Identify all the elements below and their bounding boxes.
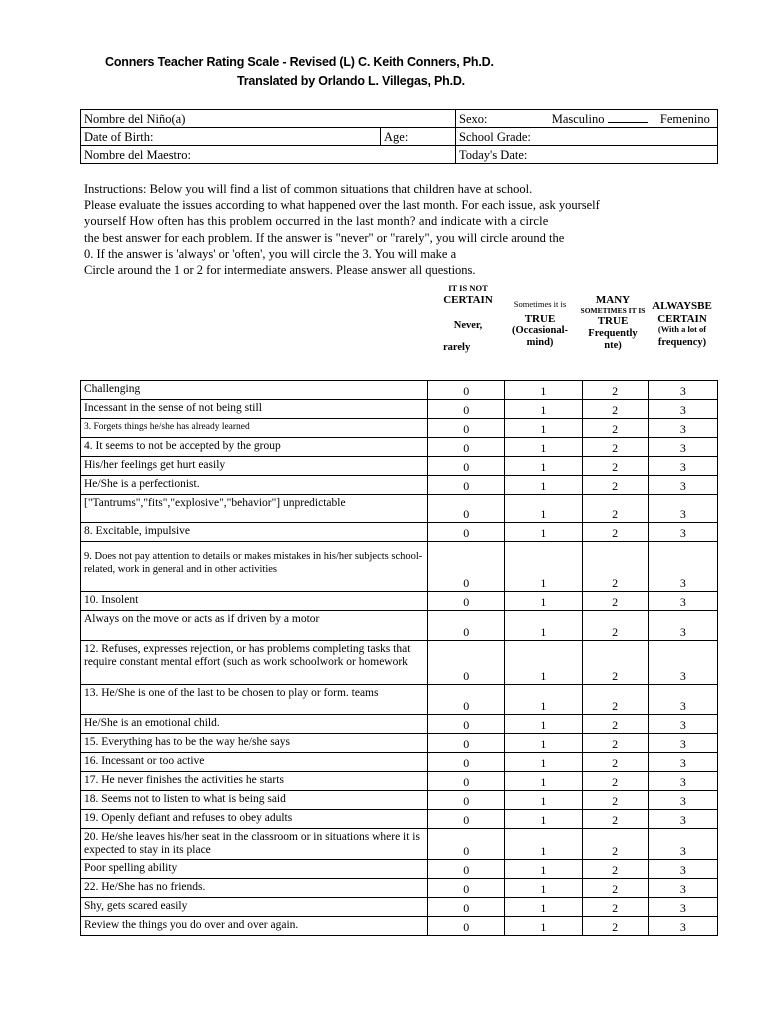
col2-line-d: Frequently	[588, 327, 638, 339]
score-option-1[interactable]: 1	[505, 592, 582, 611]
item-text: 16. Incessant or too active	[81, 753, 428, 772]
score-option-2[interactable]: 2	[582, 810, 648, 829]
score-option-1[interactable]: 1	[505, 641, 582, 685]
item-text: 19. Openly defiant and refuses to obey adults	[81, 810, 428, 829]
item-text: 9. Does not pay attention to details or makes mistakes in his/her subjects school-related, work in general and in other activities	[81, 542, 428, 592]
score-option-1[interactable]: 1	[505, 829, 582, 860]
score-option-1[interactable]: 1	[505, 791, 582, 810]
score-option-1[interactable]: 1	[505, 542, 582, 592]
score-option-0[interactable]: 0	[428, 419, 505, 438]
score-option-2[interactable]: 2	[582, 476, 648, 495]
score-option-0[interactable]: 0	[428, 810, 505, 829]
score-option-1[interactable]: 1	[505, 495, 582, 523]
item-row	[81, 829, 718, 860]
score-option-3[interactable]: 3	[648, 917, 717, 936]
item-text: 22. He/She has no friends.	[81, 879, 428, 898]
score-option-0[interactable]: 0	[428, 438, 505, 457]
score-option-1[interactable]: 1	[505, 611, 582, 641]
score-option-2[interactable]: 2	[582, 715, 648, 734]
score-option-2[interactable]: 2	[582, 611, 648, 641]
rating-items-table	[80, 380, 718, 936]
score-option-0[interactable]: 0	[428, 641, 505, 685]
item-text: 17. He never finishes the activities he starts	[81, 772, 428, 791]
score-option-0[interactable]: 0	[428, 829, 505, 860]
score-option-0[interactable]: 0	[428, 685, 505, 715]
instruction-line: Please evaluate the issues according to what happened over the last month. For each issue, ask yourself	[84, 198, 600, 213]
teacher-label: Nombre del Maestro:	[84, 148, 191, 162]
score-option-1[interactable]: 1	[505, 810, 582, 829]
col0-line-d: rarely	[443, 342, 471, 354]
score-option-0[interactable]: 0	[428, 715, 505, 734]
score-option-2[interactable]: 2	[582, 542, 648, 592]
score-option-2[interactable]: 2	[582, 381, 648, 400]
item-row	[81, 495, 718, 523]
score-option-0[interactable]: 0	[428, 860, 505, 879]
item-row	[81, 715, 718, 734]
score-option-3[interactable]: 3	[648, 611, 717, 641]
score-option-0[interactable]: 0	[428, 879, 505, 898]
score-option-1[interactable]: 1	[505, 523, 582, 542]
score-option-2[interactable]: 2	[582, 879, 648, 898]
score-option-0[interactable]: 0	[428, 917, 505, 936]
child-name-field[interactable]	[81, 110, 456, 128]
item-text: Always on the move or acts as if driven by a motor	[81, 611, 428, 641]
form-subtitle: Translated by Orlando L. Villegas, Ph.D.	[237, 74, 465, 88]
grade-label: School Grade:	[459, 130, 531, 144]
item-row	[81, 438, 718, 457]
score-option-2[interactable]: 2	[582, 791, 648, 810]
date-field[interactable]	[456, 146, 718, 164]
score-option-2[interactable]: 2	[582, 734, 648, 753]
item-text: Incessant in the sense of not being still	[81, 400, 428, 419]
item-row	[81, 641, 718, 685]
col0-line-a: IT IS NOT	[448, 283, 488, 293]
column-header-1	[506, 300, 574, 350]
item-row	[81, 791, 718, 810]
score-option-0[interactable]: 0	[428, 734, 505, 753]
instruction-line: yourself How often has this problem occurred in the last month? and indicate with a circle	[84, 214, 549, 229]
score-option-3[interactable]: 3	[648, 791, 717, 810]
score-option-3[interactable]: 3	[648, 810, 717, 829]
form-title: Conners Teacher Rating Scale - Revised (L) C. Keith Conners, Ph.D.	[105, 55, 494, 69]
score-option-1[interactable]: 1	[505, 753, 582, 772]
sex-blank-line	[608, 111, 648, 123]
col3-line-d: frequency)	[657, 337, 707, 349]
col0-line-b: CERTAIN	[443, 293, 493, 306]
instruction-line: 0. If the answer is 'always' or 'often', you will circle the 3. You will make a	[84, 246, 457, 261]
dob-field[interactable]	[81, 128, 381, 146]
score-option-2[interactable]: 2	[582, 438, 648, 457]
score-option-1[interactable]: 1	[505, 860, 582, 879]
item-row	[81, 879, 718, 898]
score-option-1[interactable]: 1	[505, 381, 582, 400]
item-row	[81, 734, 718, 753]
sex-field[interactable]	[456, 110, 718, 128]
item-text: 15. Everything has to be the way he/she says	[81, 734, 428, 753]
score-option-2[interactable]: 2	[582, 898, 648, 917]
item-text: He/She is an emotional child.	[81, 715, 428, 734]
score-option-1[interactable]: 1	[505, 419, 582, 438]
column-header-0	[430, 284, 506, 355]
score-option-0[interactable]: 0	[428, 611, 505, 641]
item-row	[81, 611, 718, 641]
score-option-1[interactable]: 1	[505, 715, 582, 734]
score-option-0[interactable]: 0	[428, 791, 505, 810]
score-option-3[interactable]: 3	[648, 495, 717, 523]
score-option-2[interactable]: 2	[582, 829, 648, 860]
score-option-2[interactable]: 2	[582, 685, 648, 715]
item-row	[81, 476, 718, 495]
item-row	[81, 810, 718, 829]
score-option-3[interactable]: 3	[648, 419, 717, 438]
score-option-2[interactable]: 2	[582, 400, 648, 419]
score-option-1[interactable]: 1	[505, 898, 582, 917]
male-option[interactable]: Masculino	[551, 112, 605, 126]
item-text: His/her feelings get hurt easily	[81, 457, 428, 476]
item-row	[81, 917, 718, 936]
score-option-2[interactable]: 2	[582, 523, 648, 542]
item-row	[81, 898, 718, 917]
sex-label: Sexo:	[459, 112, 488, 126]
score-option-3[interactable]: 3	[648, 400, 717, 419]
age-label: Age:	[384, 130, 409, 144]
score-option-3[interactable]: 3	[648, 438, 717, 457]
item-text: Shy, gets scared easily	[81, 898, 428, 917]
score-option-3[interactable]: 3	[648, 829, 717, 860]
item-text: Review the things you do over and over again.	[81, 917, 428, 936]
score-option-3[interactable]: 3	[648, 898, 717, 917]
col1-line-c: (Occasional-	[512, 325, 568, 337]
score-option-3[interactable]: 3	[648, 476, 717, 495]
item-text: 3. Forgets things he/she has already learned	[81, 419, 428, 438]
col0-line-c: Never,	[453, 320, 483, 332]
score-option-3[interactable]: 3	[648, 381, 717, 400]
child-name-label: Nombre del Niño(a)	[84, 112, 186, 126]
score-option-0[interactable]: 0	[428, 400, 505, 419]
teacher-name-field[interactable]	[81, 146, 456, 164]
score-option-1[interactable]: 1	[505, 685, 582, 715]
score-option-1[interactable]: 1	[505, 400, 582, 419]
score-option-3[interactable]: 3	[648, 860, 717, 879]
item-row	[81, 457, 718, 476]
item-row	[81, 419, 718, 438]
score-option-0[interactable]: 0	[428, 753, 505, 772]
item-text: 13. He/She is one of the last to be chosen to play or form. teams	[81, 685, 428, 715]
score-option-3[interactable]: 3	[648, 753, 717, 772]
item-text: Challenging	[81, 381, 428, 400]
score-option-2[interactable]: 2	[582, 641, 648, 685]
item-row	[81, 523, 718, 542]
col2-line-a: MANY	[595, 294, 631, 306]
score-option-1[interactable]: 1	[505, 879, 582, 898]
dob-label: Date of Birth:	[84, 130, 154, 144]
score-option-0[interactable]: 0	[428, 381, 505, 400]
col2-line-b: SOMETIMES IT IS	[580, 305, 646, 315]
score-option-3[interactable]: 3	[648, 772, 717, 791]
item-text: 20. He/she leaves his/her seat in the classroom or in situations where it is expected to stay in its place	[81, 829, 428, 860]
score-option-2[interactable]: 2	[582, 495, 648, 523]
item-row	[81, 685, 718, 715]
score-option-2[interactable]: 2	[582, 860, 648, 879]
score-option-0[interactable]: 0	[428, 592, 505, 611]
student-info-table	[80, 109, 718, 164]
instruction-line: Instructions: Below you will find a list of common situations that children have at school.	[84, 182, 533, 196]
score-option-3[interactable]: 3	[648, 641, 717, 685]
item-text: He/She is a perfectionist.	[81, 476, 428, 495]
col1-line-d: mind)	[526, 337, 554, 349]
score-option-1[interactable]: 1	[505, 917, 582, 936]
col2-line-e: nte)	[604, 339, 622, 351]
score-option-0[interactable]: 0	[428, 523, 505, 542]
item-text: 12. Refuses, expresses rejection, or has problems completing tasks that require constant mental effort (such as work schoolwork or homework	[81, 641, 428, 685]
female-option[interactable]: Femenino	[659, 112, 710, 126]
score-option-0[interactable]: 0	[428, 457, 505, 476]
score-option-3[interactable]: 3	[648, 879, 717, 898]
item-row	[81, 381, 718, 400]
item-row	[81, 860, 718, 879]
score-option-2[interactable]: 2	[582, 592, 648, 611]
score-option-3[interactable]: 3	[648, 734, 717, 753]
item-row	[81, 542, 718, 592]
instruction-line: Circle around the 1 or 2 for intermediate answers. Please answer all questions.	[84, 263, 476, 278]
item-text: 8. Excitable, impulsive	[81, 523, 428, 542]
grade-field[interactable]	[456, 128, 718, 146]
score-option-1[interactable]: 1	[505, 438, 582, 457]
instructions-block	[84, 181, 644, 278]
item-row	[81, 592, 718, 611]
col1-line-a: Sometimes it is	[513, 299, 567, 309]
column-header-3	[648, 300, 716, 349]
score-option-3[interactable]: 3	[648, 542, 717, 592]
col1-line-b: TRUE	[524, 312, 556, 325]
item-text: Poor spelling ability	[81, 860, 428, 879]
item-text: 4. It seems to not be accepted by the group	[81, 438, 428, 457]
item-text: 18. Seems not to listen to what is being said	[81, 791, 428, 810]
score-option-3[interactable]: 3	[648, 685, 717, 715]
score-option-1[interactable]: 1	[505, 476, 582, 495]
col3-line-c: (With a lot of	[657, 324, 707, 335]
score-option-3[interactable]: 3	[648, 457, 717, 476]
col2-line-c: TRUE	[597, 315, 629, 328]
score-option-0[interactable]: 0	[428, 476, 505, 495]
score-option-1[interactable]: 1	[505, 772, 582, 791]
col3-line-b: CERTAIN	[657, 312, 707, 325]
score-option-3[interactable]: 3	[648, 523, 717, 542]
score-option-2[interactable]: 2	[582, 419, 648, 438]
column-header-2	[578, 294, 648, 352]
col3-line-a: ALWAYSBE	[652, 300, 712, 312]
item-row	[81, 772, 718, 791]
score-option-2[interactable]: 2	[582, 457, 648, 476]
score-option-0[interactable]: 0	[428, 542, 505, 592]
item-text: ["Tantrums","fits","explosive","behavior"] unpredictable	[81, 495, 428, 523]
score-option-3[interactable]: 3	[648, 715, 717, 734]
score-option-0[interactable]: 0	[428, 898, 505, 917]
score-option-0[interactable]: 0	[428, 772, 505, 791]
score-option-0[interactable]: 0	[428, 495, 505, 523]
item-row	[81, 400, 718, 419]
score-option-1[interactable]: 1	[505, 457, 582, 476]
score-option-1[interactable]: 1	[505, 734, 582, 753]
score-option-2[interactable]: 2	[582, 917, 648, 936]
item-text: 10. Insolent	[81, 592, 428, 611]
score-option-3[interactable]: 3	[648, 592, 717, 611]
date-label: Today's Date:	[459, 148, 528, 162]
score-option-2[interactable]: 2	[582, 753, 648, 772]
score-option-2[interactable]: 2	[582, 772, 648, 791]
item-row	[81, 753, 718, 772]
instruction-line: the best answer for each problem. If the answer is "never" or "rarely", you will circle around the	[84, 230, 565, 245]
age-field[interactable]	[381, 128, 456, 146]
